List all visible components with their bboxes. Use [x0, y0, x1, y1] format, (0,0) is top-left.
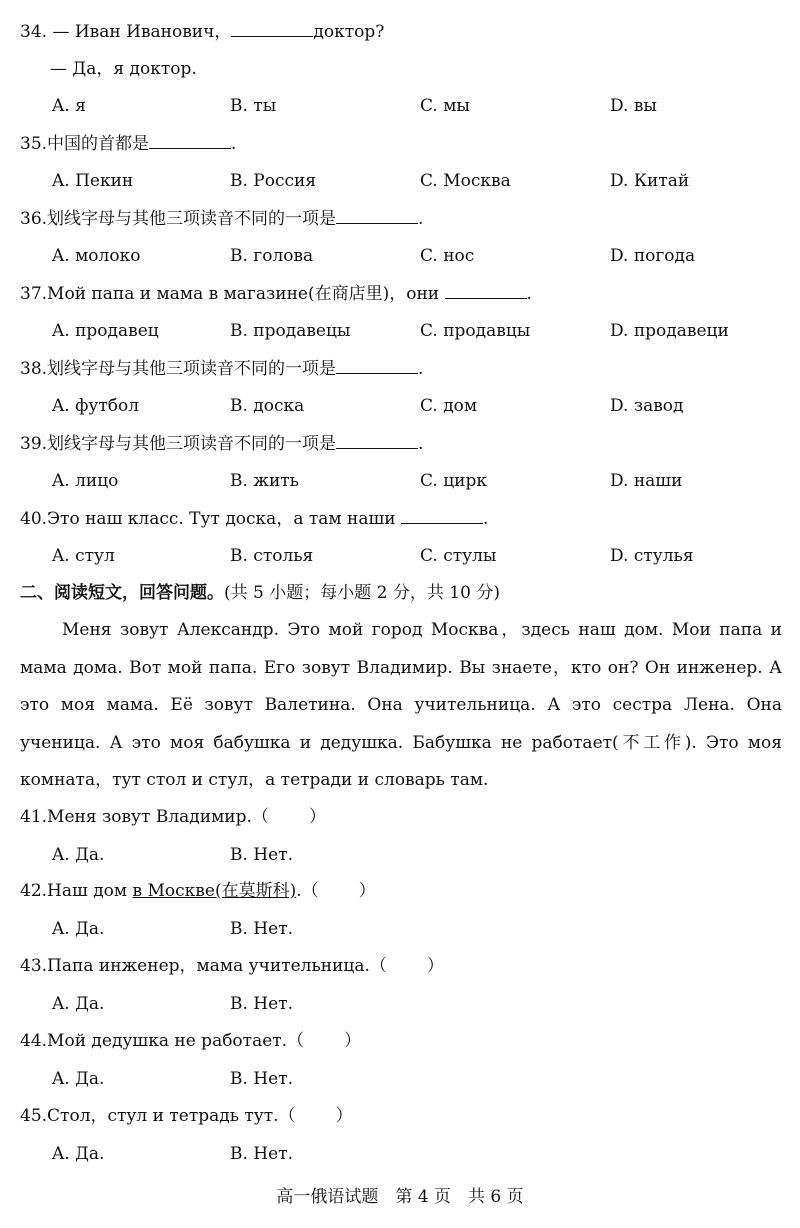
question-text: 中国的首都是: [47, 134, 150, 154]
question-number: 40.: [20, 509, 48, 529]
question-text-end: .: [526, 284, 532, 304]
option-b[interactable]: B. ты: [230, 96, 277, 116]
question-text-end: .: [483, 509, 489, 529]
question-44: [20, 1030, 361, 1052]
question-text: 划线字母与其他三项读音不同的一项是: [47, 209, 337, 229]
answer-blank[interactable]: [336, 432, 418, 449]
question-text: — Иван Иванович，: [52, 22, 232, 42]
question-40: [20, 507, 488, 530]
option-a[interactable]: A. Да.: [52, 845, 105, 865]
option-c[interactable]: C. цирк: [420, 471, 487, 491]
question-38: [20, 357, 423, 380]
question-text: Папа инженер，мама учительница.（: [47, 956, 387, 976]
option-b[interactable]: B. доска: [230, 396, 305, 416]
question-36: [20, 207, 423, 230]
option-c[interactable]: C. продавцы: [420, 321, 531, 341]
question-text-end: .: [231, 134, 237, 154]
option-a[interactable]: A. стул: [52, 546, 115, 566]
question-34: [20, 20, 384, 43]
question-number: 38.: [20, 359, 48, 379]
question-number: 35.: [20, 134, 48, 154]
option-b[interactable]: B. Нет.: [230, 994, 293, 1014]
option-b[interactable]: B. Нет.: [230, 919, 293, 939]
option-a[interactable]: A. Да.: [52, 994, 105, 1014]
question-text: 划线字母与其他三项读音不同的一项是: [47, 434, 337, 454]
option-d[interactable]: D. Китай: [610, 171, 690, 191]
option-a[interactable]: A. Да.: [52, 919, 105, 939]
question-text-end: .: [418, 209, 424, 229]
question-text-end: доктор?: [313, 22, 385, 42]
underlined-phrase: в Москве(在莫斯科): [132, 881, 297, 901]
option-c[interactable]: C. дом: [420, 396, 478, 416]
option-b[interactable]: B. Нет.: [230, 845, 293, 865]
option-a[interactable]: A. лицо: [52, 471, 119, 491]
question-number: 41.: [20, 807, 48, 827]
passage-line-4: ученица. А это моя бабушка и дедушка. Бабушка не работает(不工作). Это моя: [20, 733, 782, 753]
question-number: 45.: [20, 1106, 48, 1126]
option-a[interactable]: A. Пекин: [52, 171, 134, 191]
question-text: Мой папа и мама в магазине(在商店里)，они: [47, 284, 445, 304]
option-c[interactable]: C. стулы: [420, 546, 497, 566]
question-42: [20, 880, 376, 902]
question-35: [20, 132, 236, 155]
question-text: Меня зовут Владимир.（: [47, 807, 269, 827]
question-39: [20, 432, 423, 455]
answer-blank[interactable]: [149, 132, 231, 149]
option-d[interactable]: D. вы: [610, 96, 657, 116]
option-d[interactable]: D. продавеци: [610, 321, 729, 341]
option-c[interactable]: C. нос: [420, 246, 475, 266]
question-text: 划线字母与其他三项读音不同的一项是: [47, 359, 337, 379]
question-number: 39.: [20, 434, 48, 454]
option-a[interactable]: A. Да.: [52, 1069, 105, 1089]
question-number: 43.: [20, 956, 48, 976]
answer-blank[interactable]: [401, 507, 483, 524]
question-text: Стол，стул и тетрадь тут.（: [47, 1106, 296, 1126]
option-b[interactable]: B. Россия: [230, 171, 317, 191]
answer-blank[interactable]: [445, 282, 527, 299]
option-b[interactable]: B. жить: [230, 471, 299, 491]
question-number: 34.: [20, 22, 48, 42]
question-text: Наш дом: [47, 881, 133, 901]
answer-blank[interactable]: [231, 20, 313, 37]
question-number: 36.: [20, 209, 48, 229]
option-d[interactable]: D. наши: [610, 471, 683, 491]
question-number: 44.: [20, 1031, 48, 1051]
option-b[interactable]: B. Нет.: [230, 1144, 293, 1164]
passage-line-3: это моя мама. Её зовут Валетина. Она учительница. А это сестра Лена. Она: [20, 695, 782, 715]
section-note: (共 5 小题；每小题 2 分，共 10 分): [224, 583, 500, 603]
question-text: Мой дедушка не работает.（: [47, 1031, 305, 1051]
paren-close: ）: [308, 807, 326, 827]
option-d[interactable]: D. погода: [610, 246, 696, 266]
paren-close: ）: [358, 881, 376, 901]
option-d[interactable]: D. завод: [610, 396, 684, 416]
option-a[interactable]: A. Да.: [52, 1144, 105, 1164]
question-number: 42.: [20, 881, 48, 901]
option-d[interactable]: D. стулья: [610, 546, 694, 566]
question-45: [20, 1105, 353, 1127]
option-c[interactable]: C. Москва: [420, 171, 511, 191]
option-a[interactable]: A. молоко: [52, 246, 141, 266]
passage-line-5: комната，тут стол и стул，а тетради и словарь там.: [20, 770, 489, 790]
option-a[interactable]: A. футбол: [52, 396, 140, 416]
question-41: [20, 806, 326, 828]
question-text-end: .: [418, 434, 424, 454]
option-a[interactable]: A. я: [52, 96, 86, 116]
question-text-end: .: [418, 359, 424, 379]
paren-close: ）: [335, 1106, 353, 1126]
paren-close: ）: [344, 1031, 362, 1051]
option-a[interactable]: A. продавец: [52, 321, 159, 341]
paren-close: ）: [426, 956, 444, 976]
section-title: 二、阅读短文，回答问题。: [20, 583, 224, 603]
answer-blank[interactable]: [336, 207, 418, 224]
section-heading: [20, 582, 500, 604]
question-number: 37.: [20, 284, 48, 304]
option-b[interactable]: B. продавецы: [230, 321, 351, 341]
question-37: [20, 282, 532, 305]
option-b[interactable]: B. столья: [230, 546, 314, 566]
question-43: [20, 955, 444, 977]
option-b[interactable]: B. голова: [230, 246, 314, 266]
question-text: Это наш класс. Тут доска，а там наши: [47, 509, 402, 529]
passage-line-2: мама дома. Вот мой папа. Его зовут Владимир. Вы знаете，кто он? Он инженер. А: [20, 658, 782, 678]
passage-line-1: Меня зовут Александр. Это мой город Москва，здесь наш дом. Мои папа и: [62, 620, 782, 640]
question-34-reply: — Да，я доктор.: [50, 59, 197, 79]
option-c[interactable]: C. мы: [420, 96, 470, 116]
option-b[interactable]: B. Нет.: [230, 1069, 293, 1089]
question-text-end: .（: [296, 881, 319, 901]
page-footer: 高一俄语试题 第 4 页 共 6 页: [276, 1187, 524, 1207]
answer-blank[interactable]: [336, 357, 418, 374]
